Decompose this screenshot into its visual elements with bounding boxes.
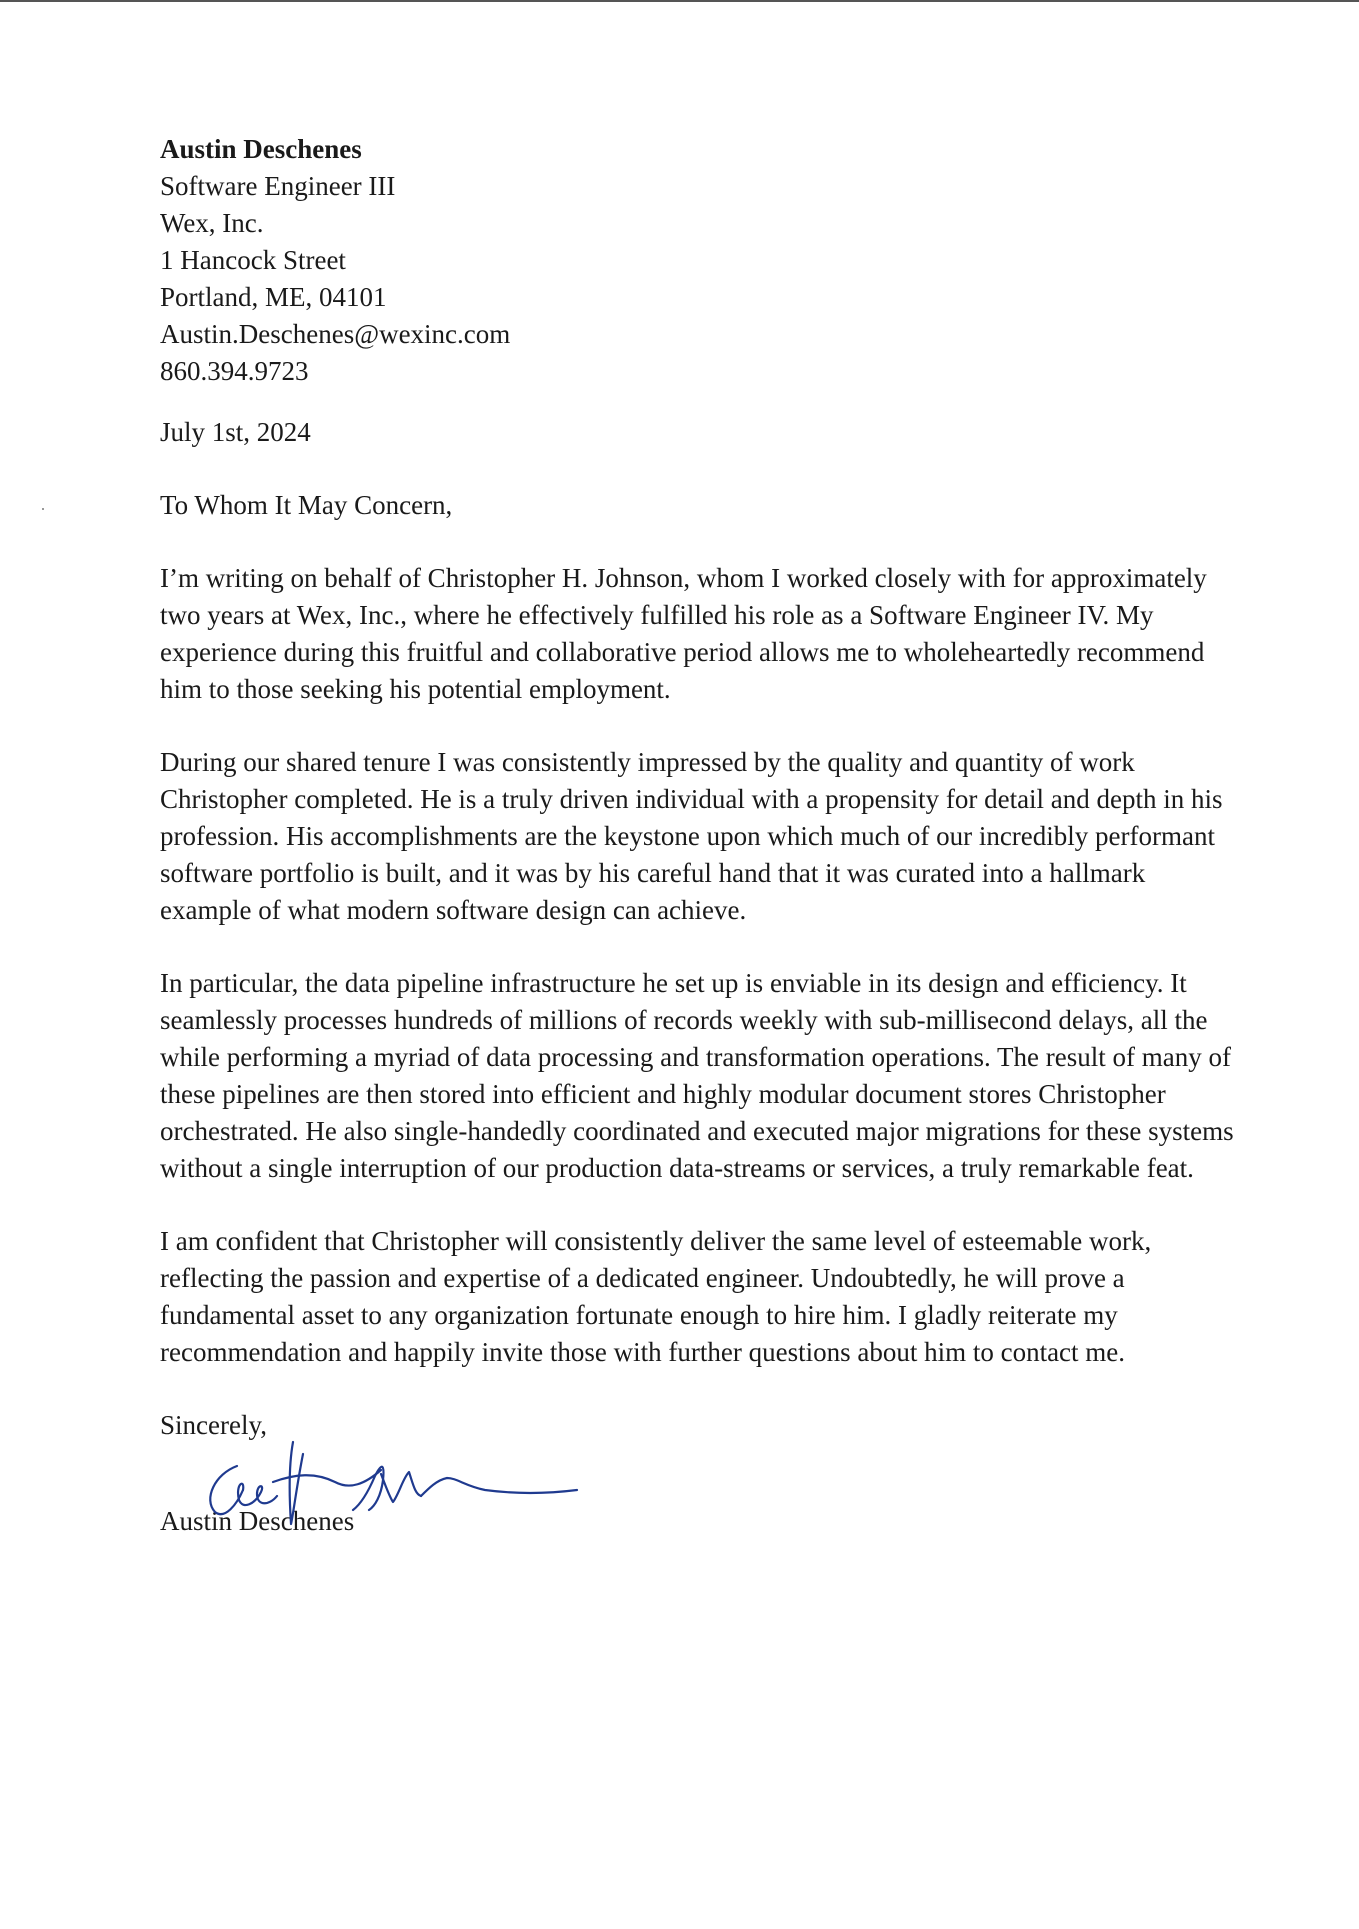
body-paragraph-4: I am confident that Christopher will consistently deliver the same level of esteemable work, reflecting the passion and expertise of a dedicated engineer. Undoubtedly, he will prove a fundamental asset to any organization fortunate enough to hire him. I gladly reiterate my recommendation and happily invite those with further questions about him to contact me. xyxy=(160,1226,1152,1367)
letter xyxy=(160,131,1240,1540)
closing: Sincerely, xyxy=(160,1410,267,1440)
sender-phone: 860.394.9723 xyxy=(160,356,309,386)
sender-name: Austin Deschenes xyxy=(160,134,362,164)
signer-name: Austin Deschenes xyxy=(160,1506,355,1536)
sender-email: Austin.Deschenes@wexinc.com xyxy=(160,319,511,349)
sender-company: Wex, Inc. xyxy=(160,208,264,238)
sender-block xyxy=(160,131,1240,390)
body-paragraph-3: In particular, the data pipeline infrastructure he set up is enviable in its design and efficiency. It seamlessly processes hundreds of millions of records weekly with sub-millisecond delays, all the while performing a myriad of data processing and transformation operations. The result of many of these pipelines are then stored into efficient and highly modular document stores Christopher orchestrated. He also single-handedly coordinated and executed major migrations for these systems without a single interruption of our production data-streams or services, a truly remarkable feat. xyxy=(160,968,1234,1183)
scan-speck xyxy=(42,508,44,510)
salutation: To Whom It May Concern, xyxy=(160,490,453,520)
sender-city: Portland, ME, 04101 xyxy=(160,282,387,312)
sender-street: 1 Hancock Street xyxy=(160,245,346,275)
handwritten-signature xyxy=(185,1424,635,1534)
page-top-edge xyxy=(0,0,1359,2)
letter-date: July 1st, 2024 xyxy=(160,417,311,447)
body-paragraph-1: I’m writing on behalf of Christopher H. Johnson, whom I worked closely with for approximately two years at Wex, Inc., where he effectively fulfilled his role as a Software Engineer IV. My experience during this fruitful and collaborative period allows me to wholeheartedly recommend him to those seeking his potential employment. xyxy=(160,563,1207,704)
body-paragraph-2: During our shared tenure I was consistently impressed by the quality and quantity of work Christopher completed. He is a truly driven individual with a propensity for detail and depth in his profession. His accomplishments are the keystone upon which much of our incredibly performant software portfolio is built, and it was by his careful hand that it was curated into a hallmark example of what modern software design can achieve. xyxy=(160,747,1223,925)
sender-title: Software Engineer III xyxy=(160,171,396,201)
signature-area xyxy=(160,1430,1240,1500)
